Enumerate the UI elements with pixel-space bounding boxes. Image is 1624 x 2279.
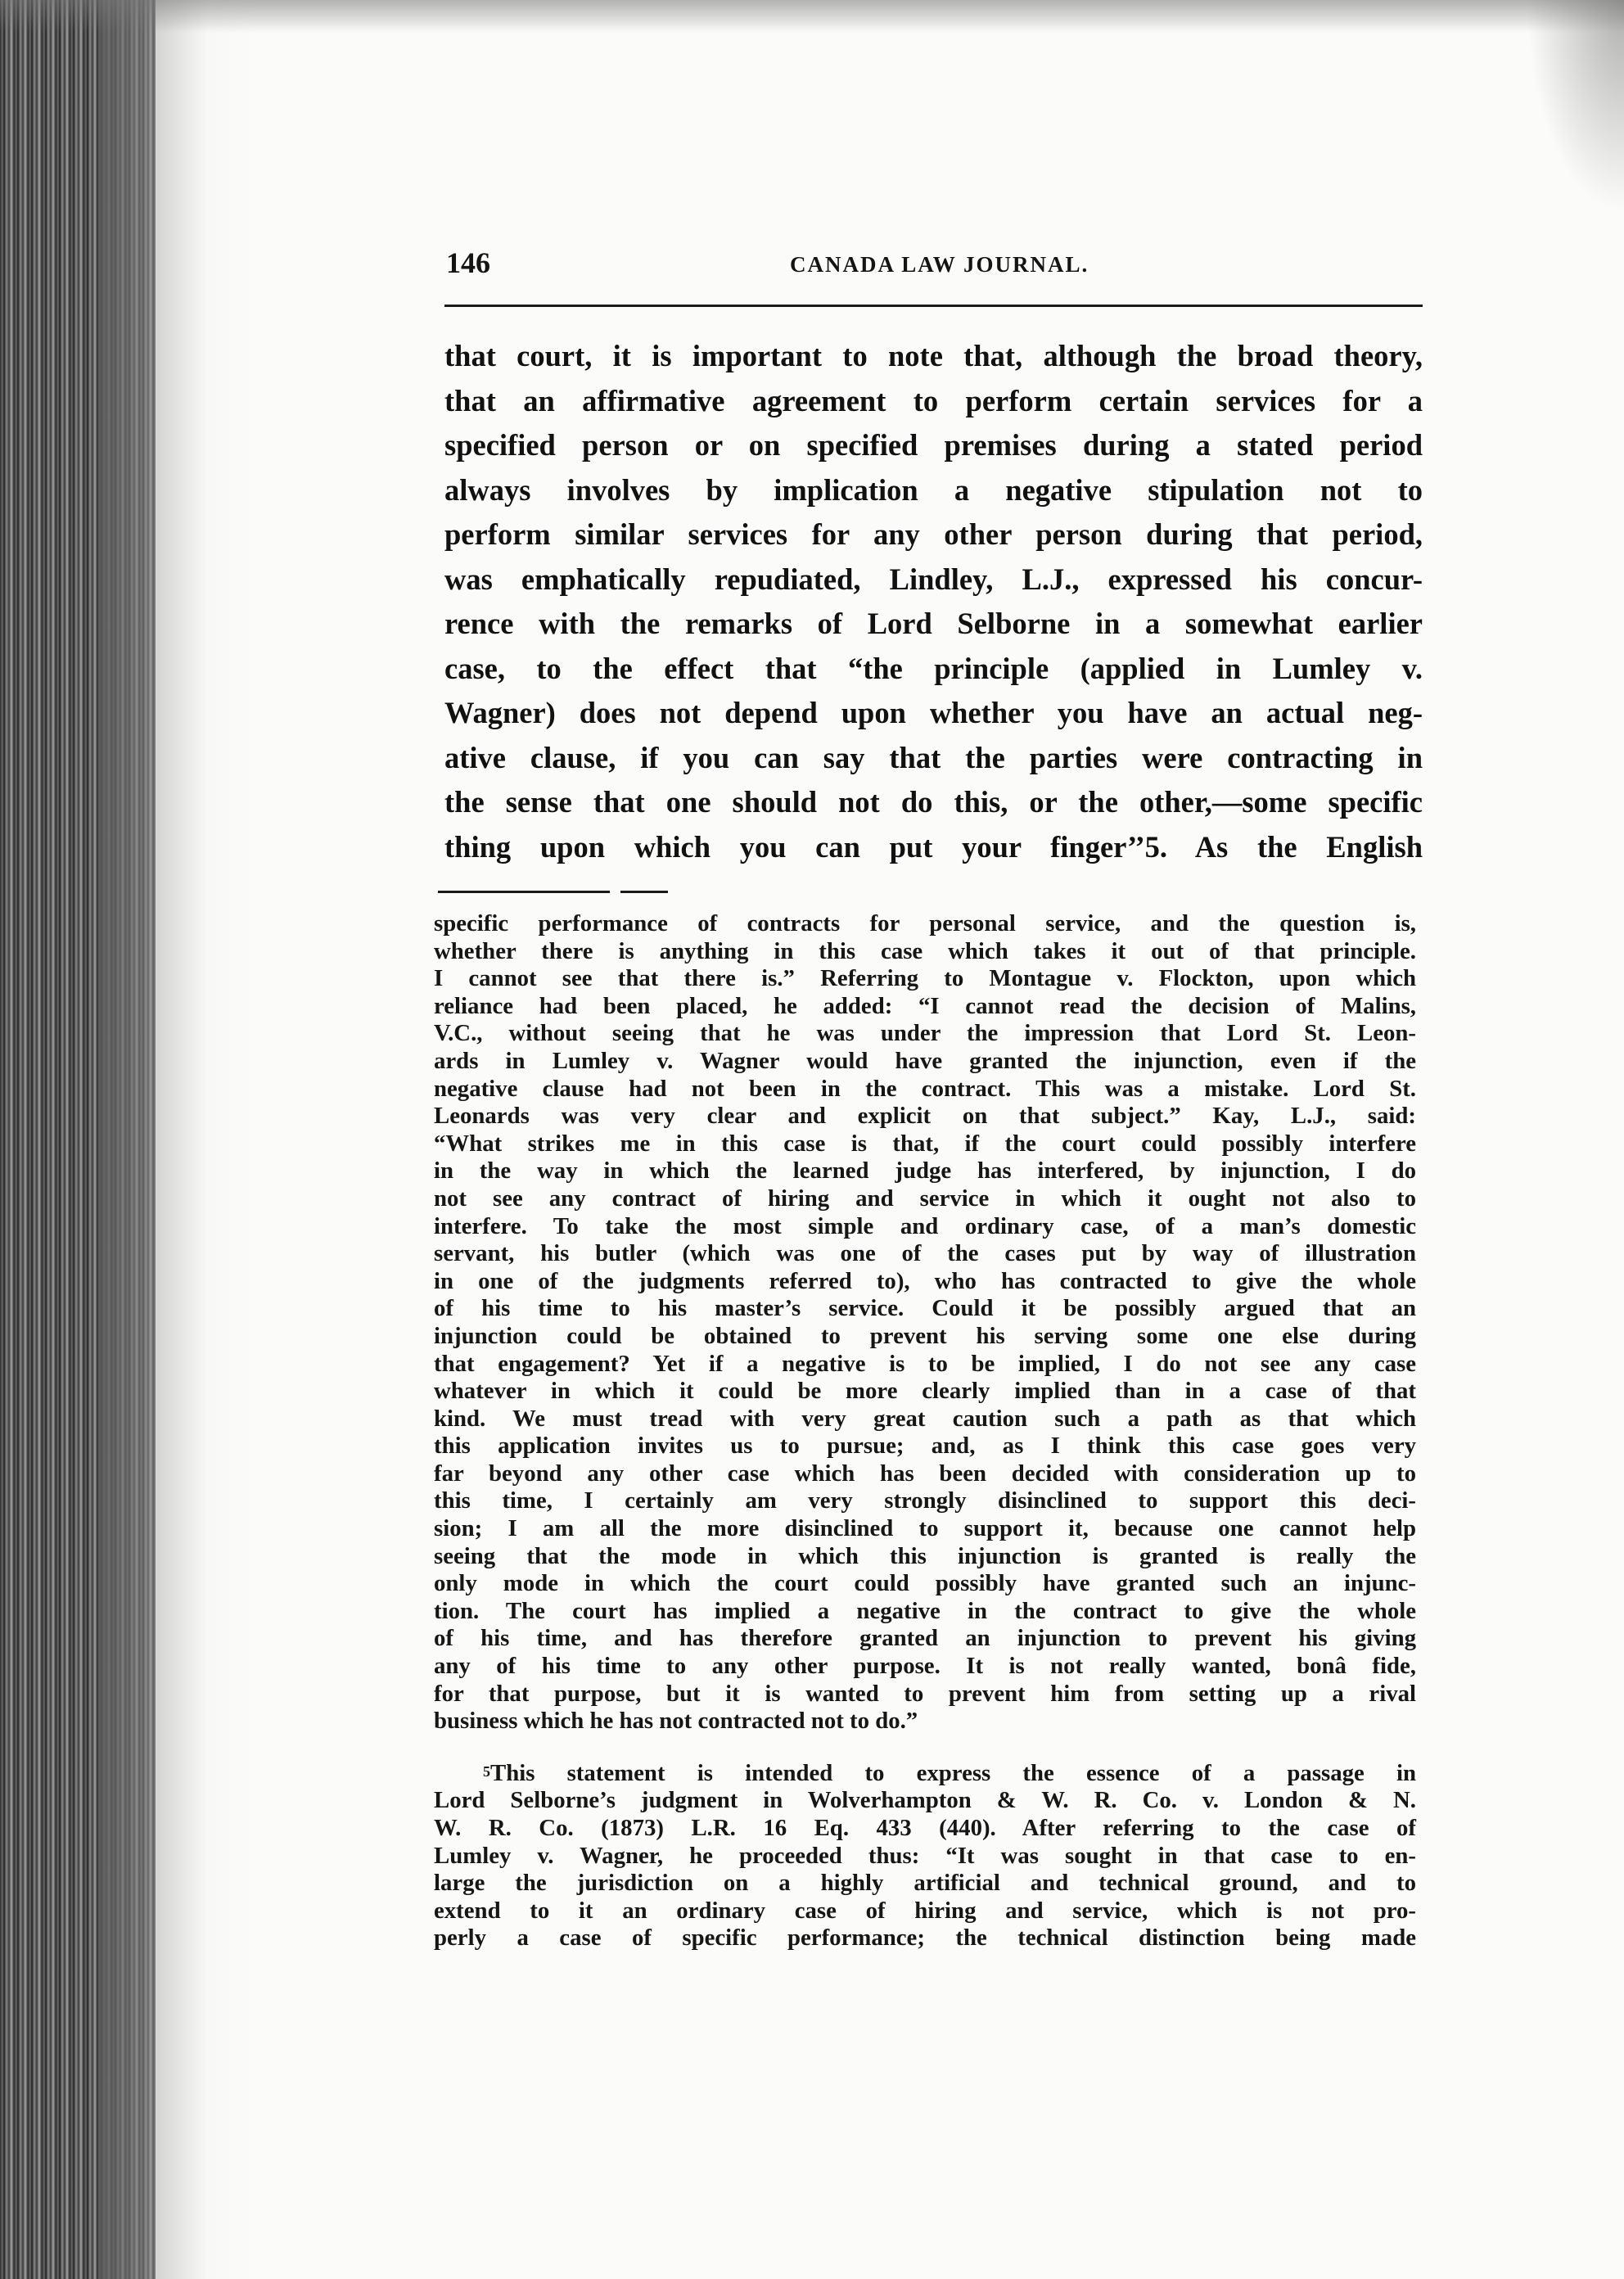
gutter-fade [98, 0, 254, 2279]
footnotes [434, 910, 1416, 1952]
footnote-line: far beyond any other case which has been decided with consideration up to [434, 1460, 1416, 1487]
footnote-separator [438, 891, 610, 893]
footnote-line: only mode in which the court could possibly have granted such an injunc- [434, 1570, 1416, 1597]
footnote-line: I cannot see that there is.” Referring to Montague v. Flockton, upon which [434, 965, 1416, 992]
text-line: Wagner) does not depend upon whether you have an actual neg- [444, 696, 1423, 729]
footnote-line: of his time, and has therefore granted an injunction to prevent his giving [434, 1625, 1416, 1652]
footnote-5-first-line [434, 1760, 1416, 1788]
header-rule [444, 305, 1423, 307]
footnote-line: large the jurisdiction on a highly artificial and technical ground, and to [434, 1870, 1416, 1897]
text-line: was emphatically repudiated, Lindley, L.J., expressed his concur- [444, 562, 1423, 596]
top-edge-shadow [0, 0, 1624, 33]
footnote-line: this time, I certainly am very strongly disinclined to support this deci- [434, 1487, 1416, 1514]
text-line: that court, it is important to note that, although the broad theory, [444, 339, 1423, 372]
footnote-line: in one of the judgments referred to), who has contracted to give the whole [434, 1267, 1416, 1294]
main-text [444, 334, 1423, 869]
footnote-line: interfere. To take the most simple and ordinary case, of a man’s domestic [434, 1212, 1416, 1239]
footnote-line: W. R. Co. (1873) L.R. 16 Eq. 433 (440). After referring to the case of [434, 1815, 1416, 1841]
footnote-line: Lord Selborne’s judgment in Wolverhampton & W. R. Co. v. London & N. [434, 1787, 1416, 1814]
footnote-line: sion; I am all the more disinclined to support it, because one cannot help [434, 1515, 1416, 1542]
footnote-line: of his time to his master’s service. Could it be possibly argued that an [434, 1295, 1416, 1322]
footnote-line: whether there is anything in this case which takes it out of that principle. [434, 937, 1416, 964]
footnote-line: this application invites us to pursue; and, as I think this case goes very [434, 1433, 1416, 1460]
text-line: always involves by implication a negative stipulation not to [444, 472, 1423, 507]
text-line: thing upon which you can put your finger’’5. As the English [444, 829, 1423, 864]
text-line: the sense that one should not do this, or the other,—some specific [444, 785, 1423, 819]
footnote-line: negative clause had not been in the contract. This was a mistake. Lord St. [434, 1075, 1416, 1102]
footnote-line: “What strikes me in this case is that, if the court could possibly interfere [434, 1130, 1416, 1157]
footnote-line: business which he has not contracted not to do.” [434, 1708, 918, 1735]
footnote-line: specific performance of contracts for personal service, and the question is, [434, 910, 1416, 936]
footnote-line: extend to it an ordinary case of hiring and service, which is not pro- [434, 1897, 1416, 1924]
text-line: ative clause, if you can say that the parties were contracting in [444, 740, 1423, 774]
footnote-line: Lumley v. Wagner, he proceeded thus: “It was sought in that case to en- [434, 1842, 1416, 1869]
footnote-line: any of his time to any other purpose. It is not really wanted, bonâ fide, [434, 1653, 1416, 1680]
page-header [446, 246, 1420, 295]
corner-shadow [1526, 0, 1624, 213]
text-line: perform similar services for any other person during that period, [444, 517, 1423, 551]
text-line: that an affirmative agreement to perform certain services for a [444, 383, 1423, 417]
footnote-line: tion. The court has implied a negative in the contract to give the whole [434, 1597, 1416, 1624]
footnote-separator-short [620, 891, 668, 893]
footnote-marker: 5 [483, 1762, 490, 1780]
footnote-line: that engagement? Yet if a negative is to be implied, I do not see any case [434, 1350, 1416, 1377]
footnote-line: V.C., without seeing that he was under the impression that Lord St. Leon- [434, 1020, 1416, 1047]
page-number: 146 [446, 246, 490, 279]
text-line: case, to the effect that “the principle (applied in Lumley v. [444, 651, 1423, 685]
footnote-line: ards in Lumley v. Wagner would have granted the injunction, even if the [434, 1047, 1416, 1074]
footnote-line: whatever in which it could be more clearly implied than in a case of that [434, 1378, 1416, 1405]
footnote-line: perly a case of specific performance; the technical distinction being made [434, 1925, 1416, 1952]
running-head: CANADA LAW JOURNAL. [790, 252, 1089, 277]
footnote-line: injunction could be obtained to prevent his serving some one else during [434, 1322, 1416, 1349]
footnote-line: for that purpose, but it is wanted to prevent him from setting up a rival [434, 1680, 1416, 1707]
footnote-gap [434, 1735, 1416, 1760]
text-line: specified person or on specified premises during a stated period [444, 428, 1423, 462]
footnote-line: This statement is intended to express the essence of a passage in [490, 1759, 1416, 1786]
text-line: rence with the remarks of Lord Selborne in a somewhat earlier [444, 607, 1423, 640]
footnote-line: kind. We must tread with very great caution such a path as that which [434, 1405, 1416, 1432]
footnote-line: Leonards was very clear and explicit on that subject.” Kay, L.J., said: [434, 1103, 1416, 1130]
footnote-line: in the way in which the learned judge has interfered, by injunction, I do [434, 1158, 1416, 1185]
footnote-line: seeing that the mode in which this injunction is granted is really the [434, 1542, 1416, 1569]
footnote-line: reliance had been placed, he added: “I cannot read the decision of Malins, [434, 992, 1416, 1019]
footnote-line: not see any contract of hiring and service in which it ought not also to [434, 1185, 1416, 1212]
footnote-line: servant, his butler (which was one of the cases put by way of illustration [434, 1240, 1416, 1267]
